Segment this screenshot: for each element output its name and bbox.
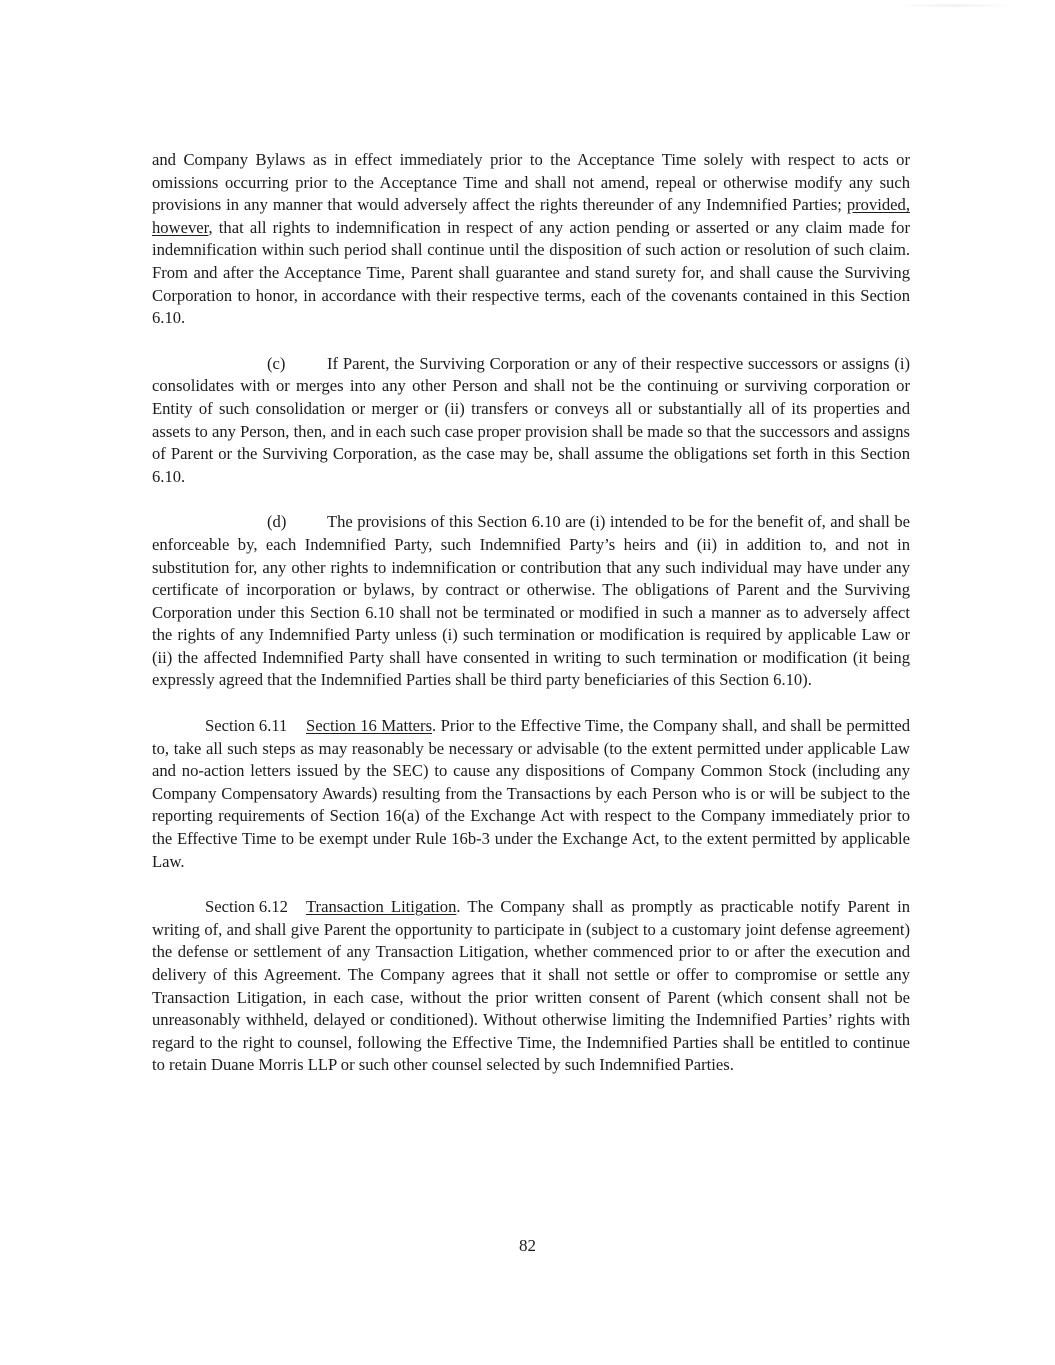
scan-artifact [895, 4, 1015, 7]
paragraph-text: , that all rights to indemnification in respect of any action pending or asserted or any claim made for indemnification within such period shall continue until the disposition of such action or resolution of such claim. From and after the Acceptance Time, Parent shall guarantee and stand surety for, and shall cause the Surviving Corporation to honor, in accordance with their respective terms, each of the covenants contained in this Section 6.10. [152, 217, 910, 328]
paragraph-text: and Company Bylaws as in effect immediately prior to the Acceptance Time solely with respect to acts or omissions occurring prior to the Acceptance Time and shall not amend, repeal or otherwise modify any such provisions in any manner that would adversely affect the rights thereunder of any Indemnified Parties; [152, 150, 910, 215]
section-heading: Section 16 Matters [306, 716, 433, 736]
provided-however-term: provided, however [152, 195, 910, 237]
paragraph-text: If Parent, the Surviving Corporation or any of their respective successors or assigns (i) consolidates with or merges into any other Person and shall not be the continuing or surviving corporation or Entity of such consolidation or merger or (ii) transfers or conveys all or substantially all of its properties and assets to any Person, then, and in each such case proper provision shall be made so that the successors and assigns of Parent or the Surviving Corporation, as the case may be, shall assume the obligations set forth in this Section 6.10. [152, 353, 910, 486]
section-6-12 [152, 896, 910, 1077]
clause-label: (d) [267, 512, 287, 532]
page-number: 82 [519, 1236, 536, 1255]
paragraph-text: . Prior to the Effective Time, the Company shall, and shall be permitted to, take all such steps as may reasonably be necessary or advisable (to the extent permitted under applicable Law and no-action letters issued by the SEC) to cause any dispositions of Company Common Stock (including any Company Compensatory Awards) resulting from the Transactions by each Person who is or will be subject to the reporting requirements of Section 16(a) of the Exchange Act with respect to the Company immediately prior to the Effective Time to be exempt under Rule 16b-3 under the Exchange Act, to the extent permitted by applicable Law. [152, 716, 910, 871]
paragraph-text: . The Company shall as promptly as practicable notify Parent in writing of, and shall give Parent the opportunity to participate in (subject to a customary joint defense agreement) the defense or settlement of any Transaction Litigation, whether commenced prior to or after the execution and delivery of this Agreement. The Company agrees that it shall not settle or offer to compromise or settle any Transaction Litigation, in each case, without the prior written consent of Parent (which consent shall not be unreasonably withheld, delayed or conditioned). Without otherwise limiting the Indemnified Parties’ rights with regard to the right to counsel, following the Effective Time, the Indemnified Parties shall be entitled to continue to retain Duane Morris LLP or such other counsel selected by such Indemnified Parties. [152, 897, 910, 1075]
section-number: Section 6.12 [205, 897, 288, 917]
paragraph-c [152, 353, 910, 489]
section-6-11 [152, 715, 910, 873]
paragraph-continuation [152, 149, 910, 330]
section-heading: Transaction Litigation [306, 897, 457, 917]
paragraph-d [152, 511, 910, 692]
paragraph-text: The provisions of this Section 6.10 are (i) intended to be for the benefit of, and shall be enforceable by, each Indemnified Party, such Indemnified Party’s heirs and (ii) in addition to, and not in substitution for, any other rights to indemnification or contribution that any such individual may have under any certificate of incorporation or bylaws, by contract or otherwise. The obligations of Parent and the Surviving Corporation under this Section 6.10 shall not be terminated or modified in such a manner as to adversely affect the rights of any Indemnified Party unless (i) such termination or modification is required by applicable Law or (ii) the affected Indemnified Party shall have consented in writing to such termination or modification (it being expressly agreed that the Indemnified Parties shall be third party beneficiaries of this Section 6.10). [152, 512, 910, 690]
clause-label: (c) [267, 353, 286, 373]
section-number: Section 6.11 [205, 716, 288, 736]
document-body [152, 149, 910, 1077]
